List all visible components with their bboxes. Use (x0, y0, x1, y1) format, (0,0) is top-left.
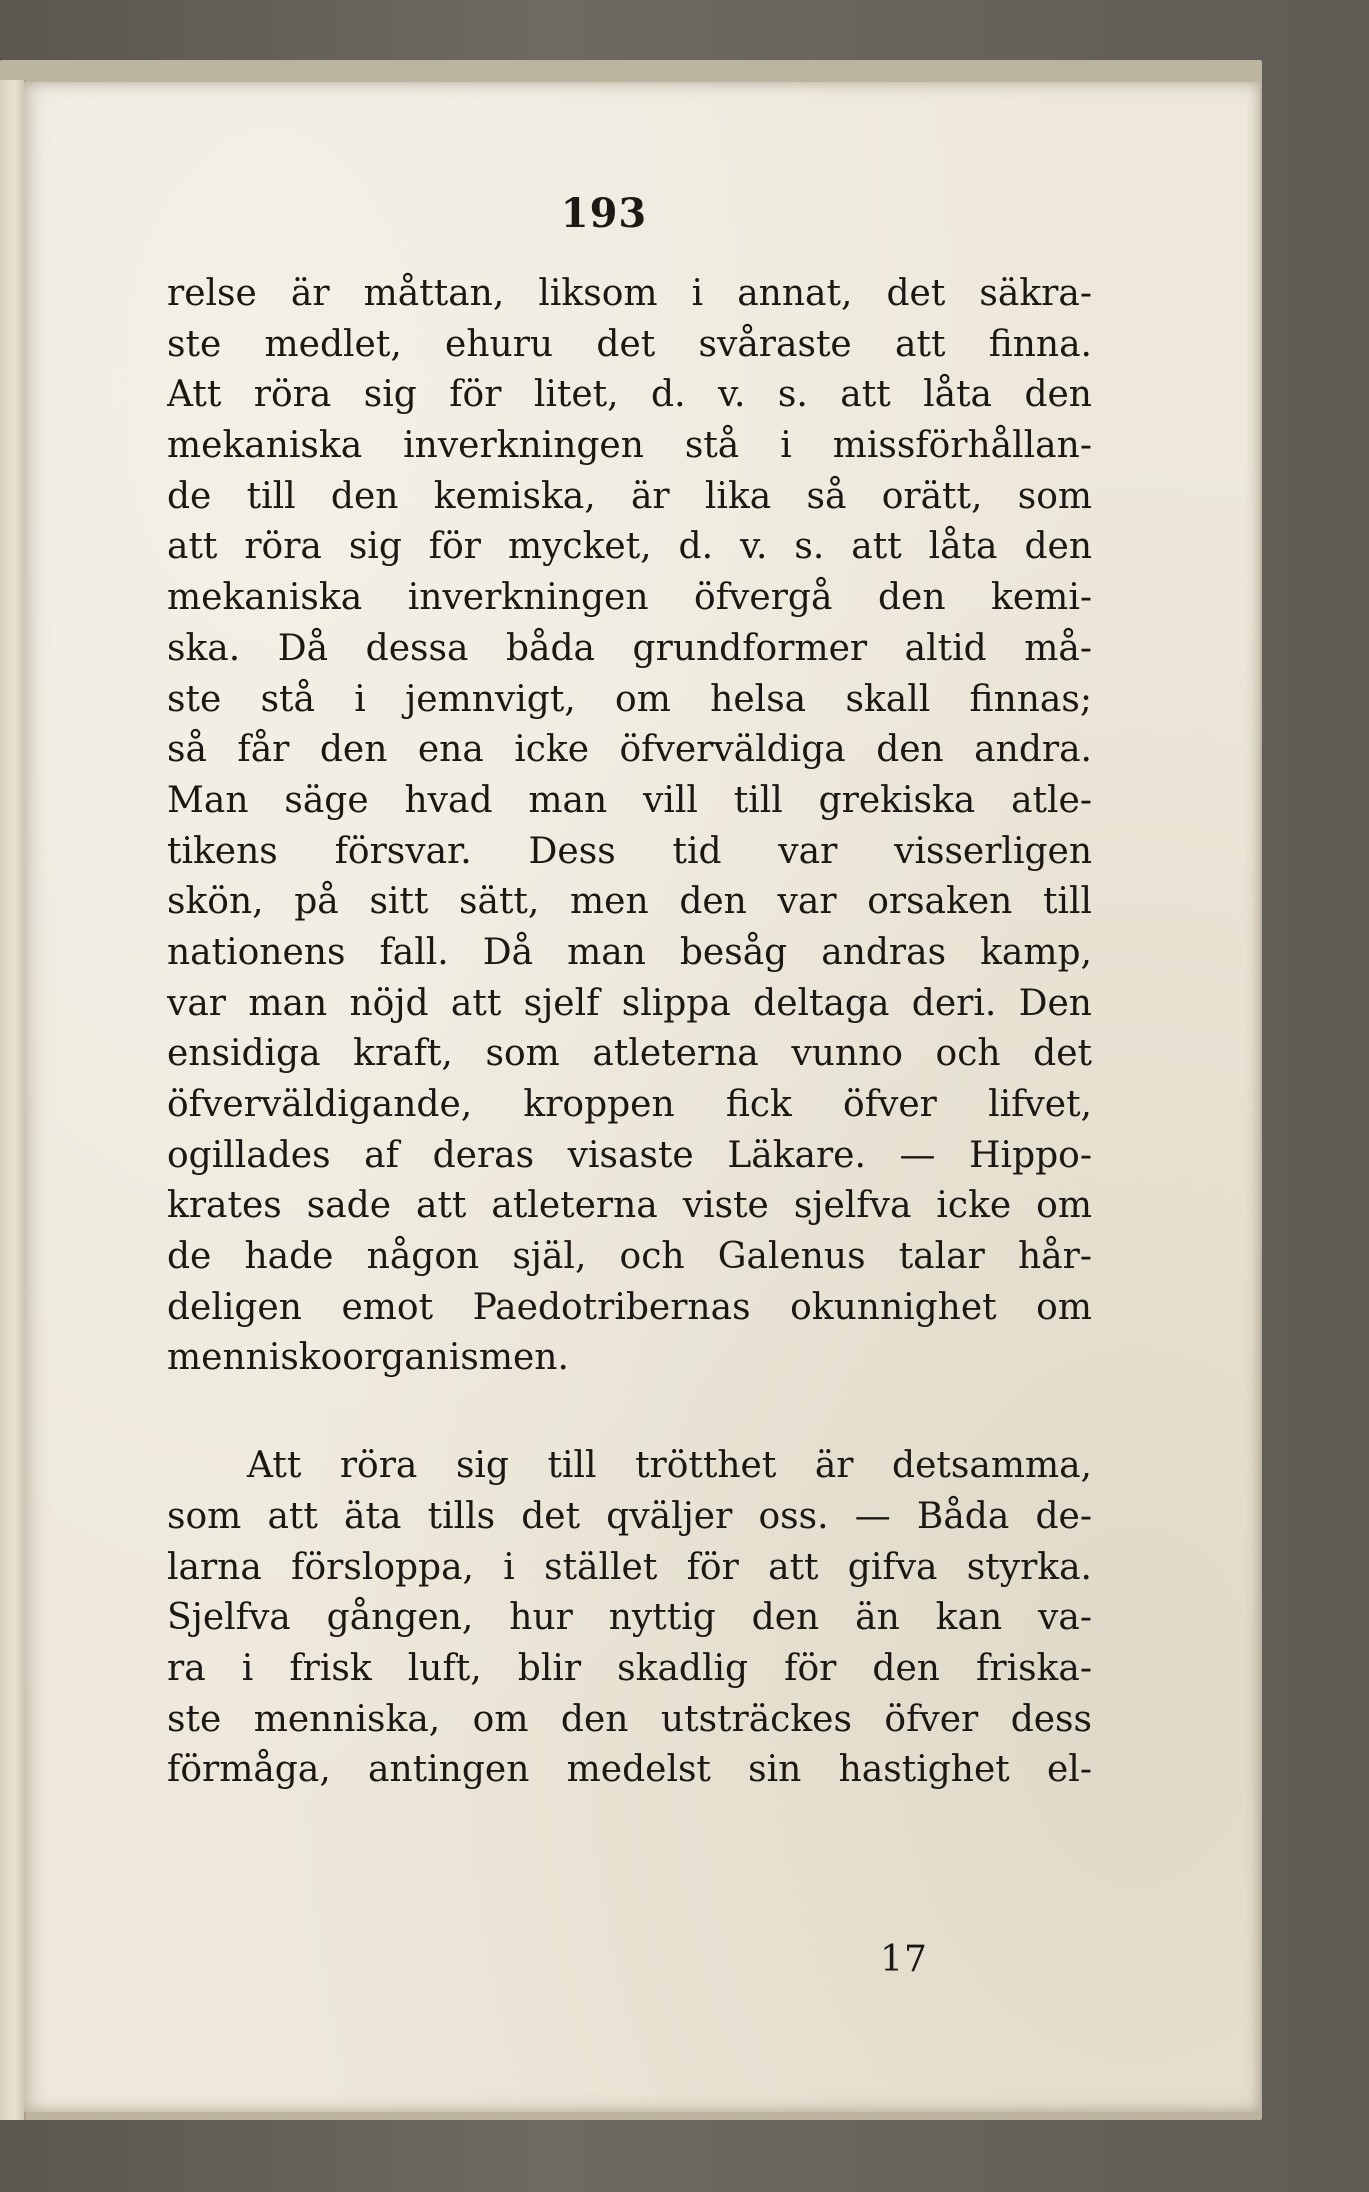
text-line: ogillades af deras visaste Läkare. — Hippo- (167, 1134, 1092, 1176)
text-line: deligen emot Paedotribernas okunnighet om (167, 1286, 1092, 1328)
text-line: Sjelfva gången, hur nyttig den än kan va- (167, 1597, 1092, 1639)
text-line: mekaniska inverkningen öfvergå den kemi- (167, 577, 1092, 619)
text-line: skön, på sitt sätt, men den var orsaken till (167, 881, 1092, 923)
text-line: så får den ena icke öfverväldiga den andra. (167, 729, 1092, 771)
text-line: var man nöjd att sjelf slippa deltaga deri. Den (167, 982, 1092, 1024)
text-line: ste menniska, om den utsträckes öfver dess (167, 1698, 1092, 1740)
page-number: 193 (560, 190, 648, 237)
text-line: ste stå i jemnvigt, om helsa skall finnas; (167, 678, 1092, 720)
book-page (24, 82, 1260, 2112)
text-line: förmåga, antingen medelst sin hastighet el- (167, 1749, 1092, 1791)
text-line: ste medlet, ehuru det svåraste att finna. (167, 323, 1092, 365)
text-line: larna försloppa, i stället för att gifva styrka. (167, 1546, 1092, 1588)
text-line: ra i frisk luft, blir skadlig för den friska- (167, 1647, 1092, 1689)
text-line: Att röra sig till trötthet är detsamma, (247, 1445, 1092, 1487)
text-line: ska. Då dessa båda grundformer altid må- (167, 627, 1092, 669)
body-text (167, 269, 1092, 1796)
text-line: de till den kemiska, är lika så orätt, som (167, 475, 1092, 517)
text-line: Man säge hvad man vill till grekiska atle- (167, 779, 1092, 821)
paragraph-gap (167, 1384, 1092, 1441)
text-line: krates sade att atleterna viste sjelfva icke om (167, 1185, 1092, 1227)
signature-mark: 17 (880, 1939, 928, 1980)
text-line: de hade någon själ, och Galenus talar hår- (167, 1236, 1092, 1278)
text-line: nationens fall. Då man besåg andras kamp, (167, 931, 1092, 973)
text-line: att röra sig för mycket, d. v. s. att låta den (167, 526, 1092, 568)
text-line: öfverväldigande, kroppen fick öfver lifvet, (167, 1084, 1092, 1125)
text-line: som att äta tills det qväljer oss. — Båda de- (167, 1495, 1092, 1537)
text-line: mekaniska inverkningen stå i missförhållan- (167, 425, 1092, 467)
text-line: ensidiga kraft, som atleterna vunno och det (167, 1033, 1092, 1075)
text-line: relse är måttan, liksom i annat, det säkra- (167, 273, 1092, 314)
text-line: tikens försvar. Dess tid var visserligen (167, 830, 1092, 872)
previous-page-edge (0, 80, 26, 2120)
text-line: Att röra sig för litet, d. v. s. att låta den (167, 374, 1092, 416)
text-line: menniskoorganismen. (167, 1337, 569, 1379)
